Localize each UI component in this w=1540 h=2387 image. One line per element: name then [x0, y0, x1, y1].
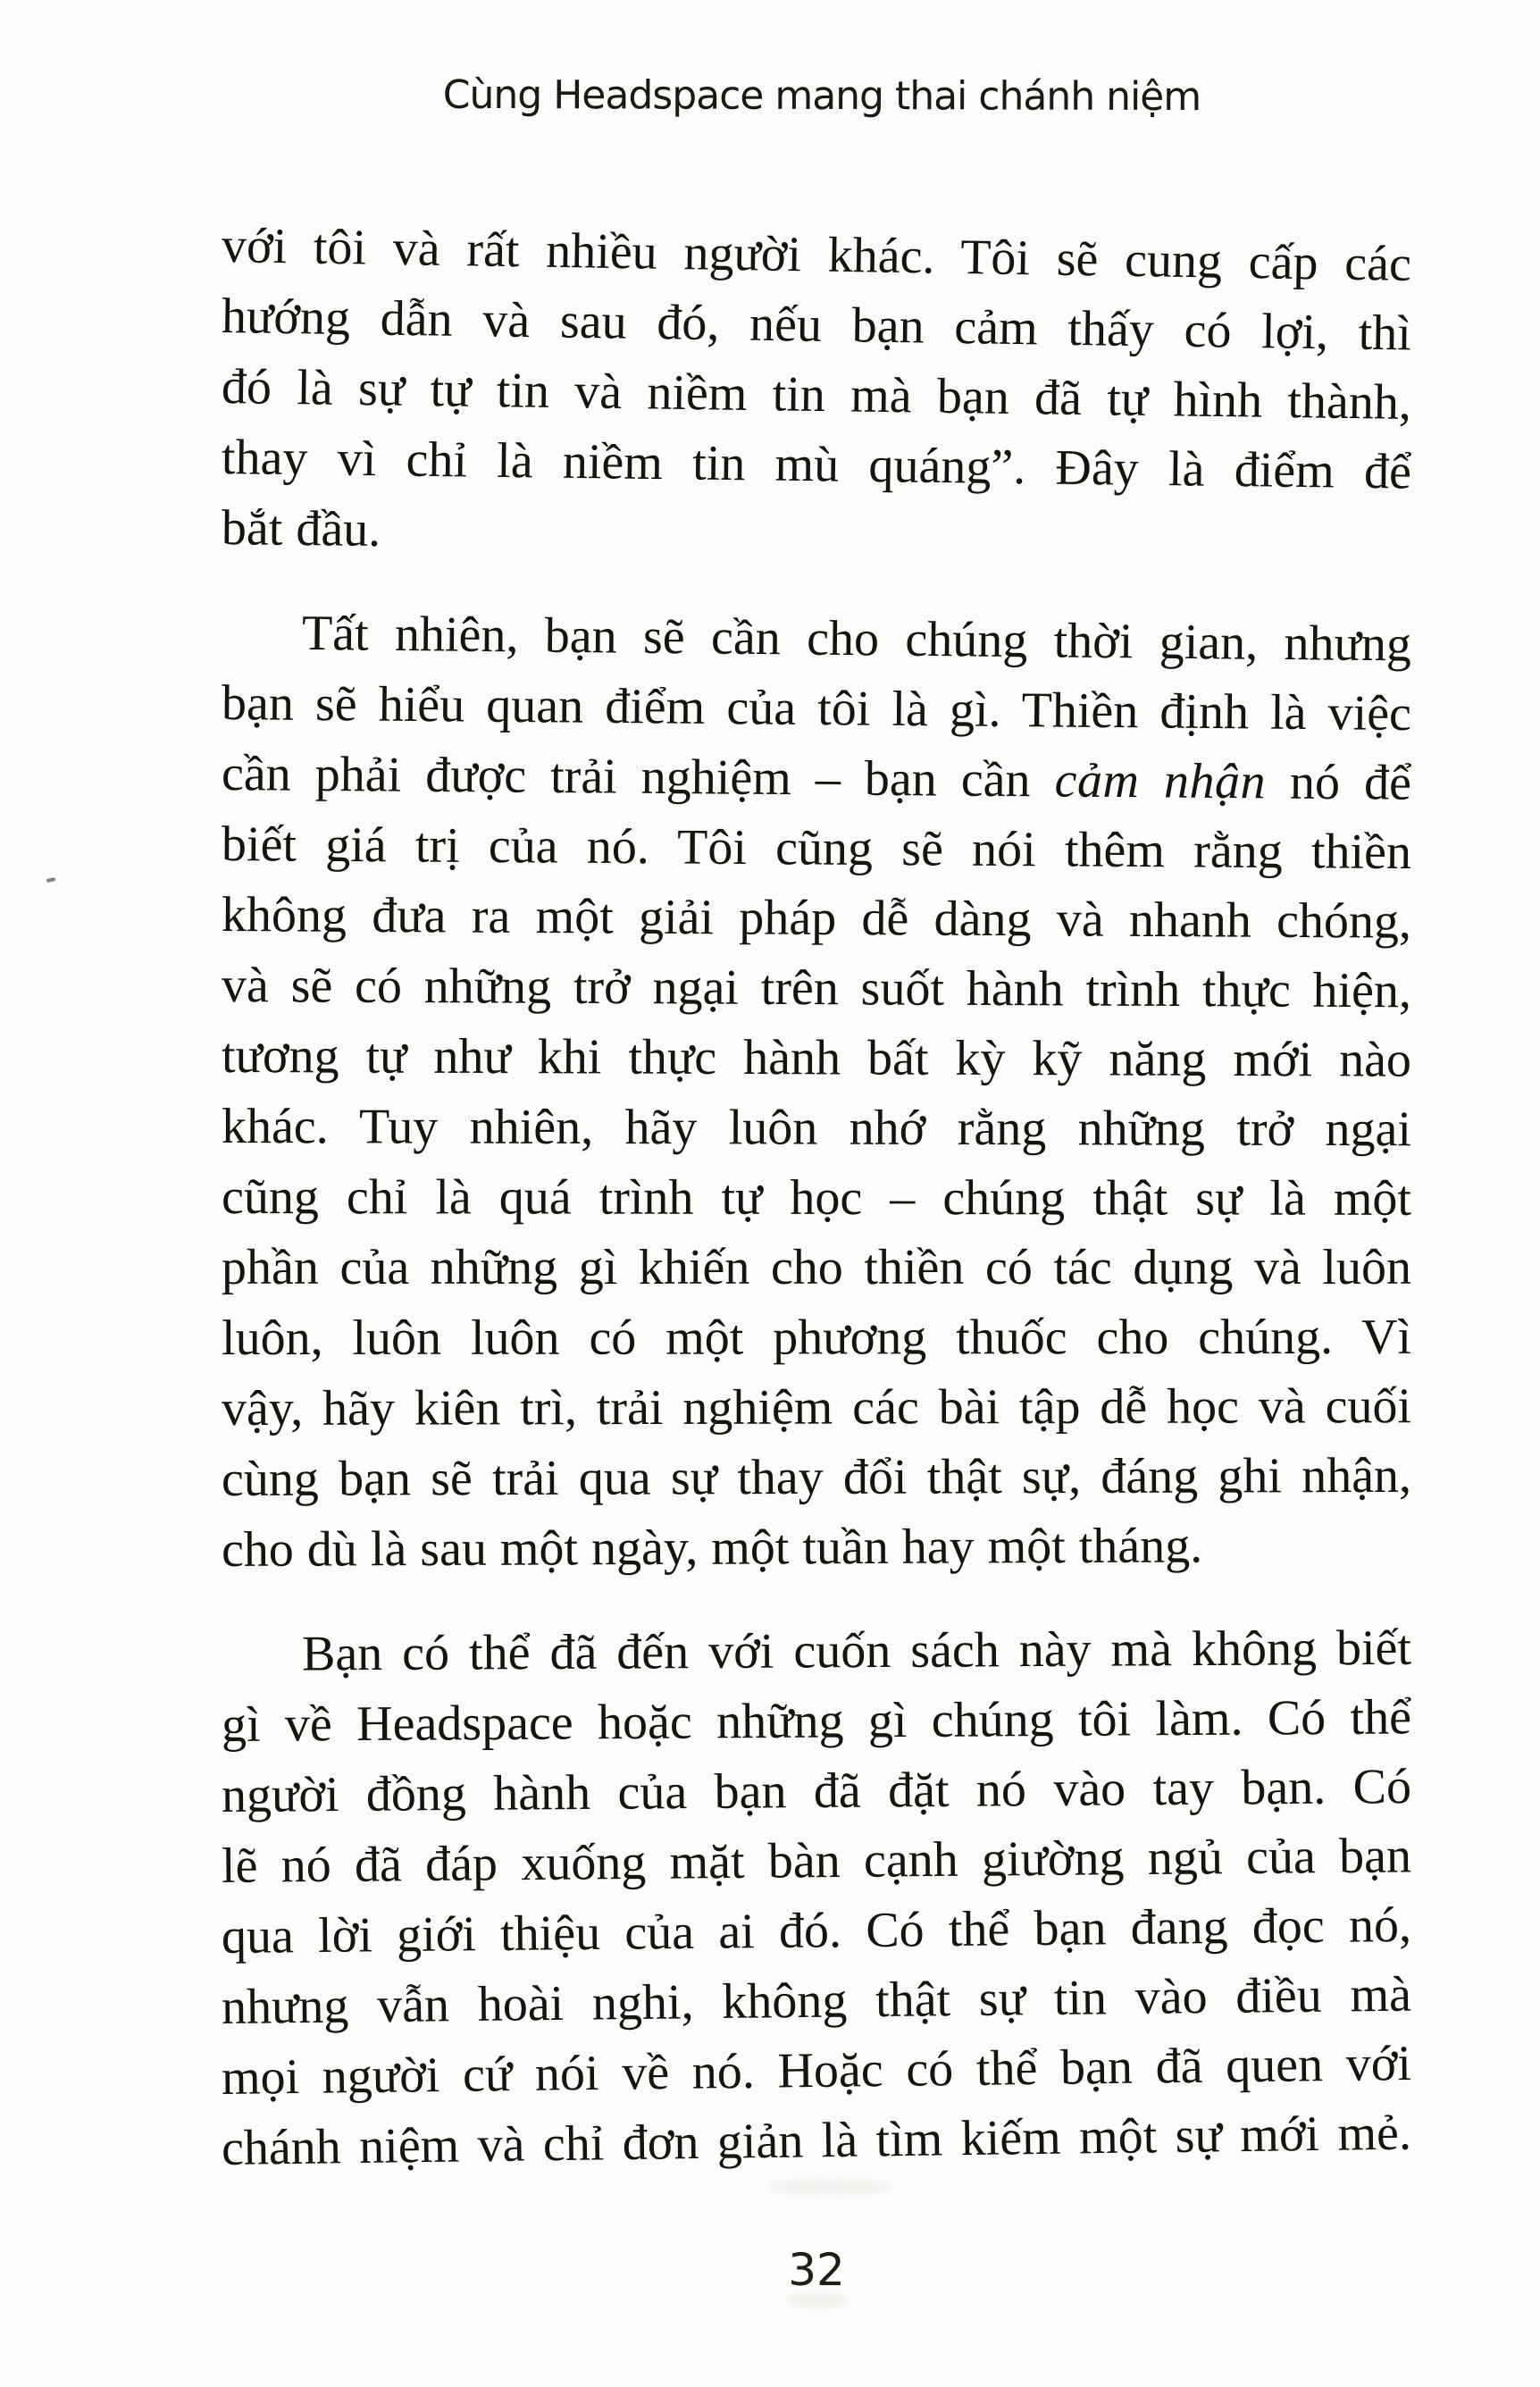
text-line: tương tự như khi thực hành bất kỳ kỹ năng mới nào — [221, 1028, 1412, 1088]
paragraph — [222, 1620, 1411, 2184]
text-line: Bạn có thể đã đến với cuốn sách này mà không biết — [301, 1620, 1412, 1682]
text-line: biết giá trị của nó. Tôi cũng sẽ nói thêm rằng thiền — [221, 817, 1412, 881]
scan-smudge — [786, 2294, 849, 2307]
text-line: người đồng hành của bạn đã đặt nó vào tay bạn. Có — [221, 1759, 1412, 1823]
text-line: bắt đầu. — [221, 500, 381, 558]
text-line: cần phải được trải nghiệm – bạn cần cảm nhận nó để — [221, 746, 1412, 811]
text-line: khác. Tuy nhiên, hãy luôn nhớ rằng những trở ngại — [221, 1099, 1412, 1158]
text-line: không đưa ra một giải pháp dễ dàng và nhanh chóng, — [221, 887, 1412, 950]
text-line: vậy, hãy kiên trì, trải nghiệm các bài tập dễ học và cuối — [221, 1378, 1412, 1436]
text-line: với tôi và rất nhiều người khác. Tôi sẽ cung cấp các — [221, 218, 1412, 292]
scan-speck — [46, 877, 56, 883]
page-body — [222, 211, 1411, 2184]
text-line: lẽ nó đã đáp xuống mặt bàn cạnh giường ngủ của bạn — [221, 1828, 1412, 1894]
text-line: nhưng vẫn hoài nghi, không thật sự tin vào điều mà — [221, 1966, 1412, 2035]
text-line: gì về Headspace hoặc những gì chúng tôi làm. Có thể — [221, 1689, 1412, 1753]
text-line: thay vì chỉ là niềm tin mù quáng”. Đây là điểm để — [221, 430, 1412, 500]
text-line: cùng bạn sẽ trải qua sự thay đổi thật sự, đáng ghi nhận, — [221, 1447, 1412, 1507]
text-line: phần của những gì khiến cho thiền có tác dụng và luôn — [221, 1240, 1412, 1296]
running-header: Cùng Headspace mang thai chánh niệm — [442, 71, 1201, 121]
text-line: bạn sẽ hiểu quan điểm của tôi là gì. Thiền định là việc — [221, 675, 1412, 742]
scan-smudge — [768, 2180, 893, 2194]
text-line: Tất nhiên, bạn sẽ cần cho chúng thời gian, nhưng — [301, 605, 1412, 673]
text-line: qua lời giới thiệu của ai đó. Có thể bạn đang đọc nó, — [221, 1897, 1412, 1964]
text-line: cũng chỉ là quá trình tự học – chúng thật sự là một — [221, 1169, 1412, 1227]
text-line: luôn, luôn luôn có một phương thuốc cho chúng. Vì — [221, 1309, 1412, 1366]
text-line: và sẽ có những trở ngại trên suốt hành trình thực hiện, — [221, 958, 1412, 1019]
text-line: mọi người cứ nói về nó. Hoặc có thể bạn đã quen với — [221, 2035, 1412, 2106]
text-line: hướng dẫn và sau đó, nếu bạn cảm thấy có lợi, thì — [221, 289, 1412, 362]
paragraph — [222, 211, 1411, 564]
italic-emphasis: cảm nhận — [1054, 752, 1267, 810]
page-number: 32 — [788, 2244, 845, 2296]
text-line: đó là sự tự tin và niềm tin mà bạn đã tự hình thành, — [221, 359, 1412, 431]
text-line: chánh niệm và chỉ đơn giản là tìm kiếm một sự mới mẻ. — [221, 2105, 1412, 2176]
text-line: cho dù là sau một ngày, một tuần hay một tháng. — [221, 1518, 1203, 1578]
paragraph — [222, 598, 1411, 1586]
